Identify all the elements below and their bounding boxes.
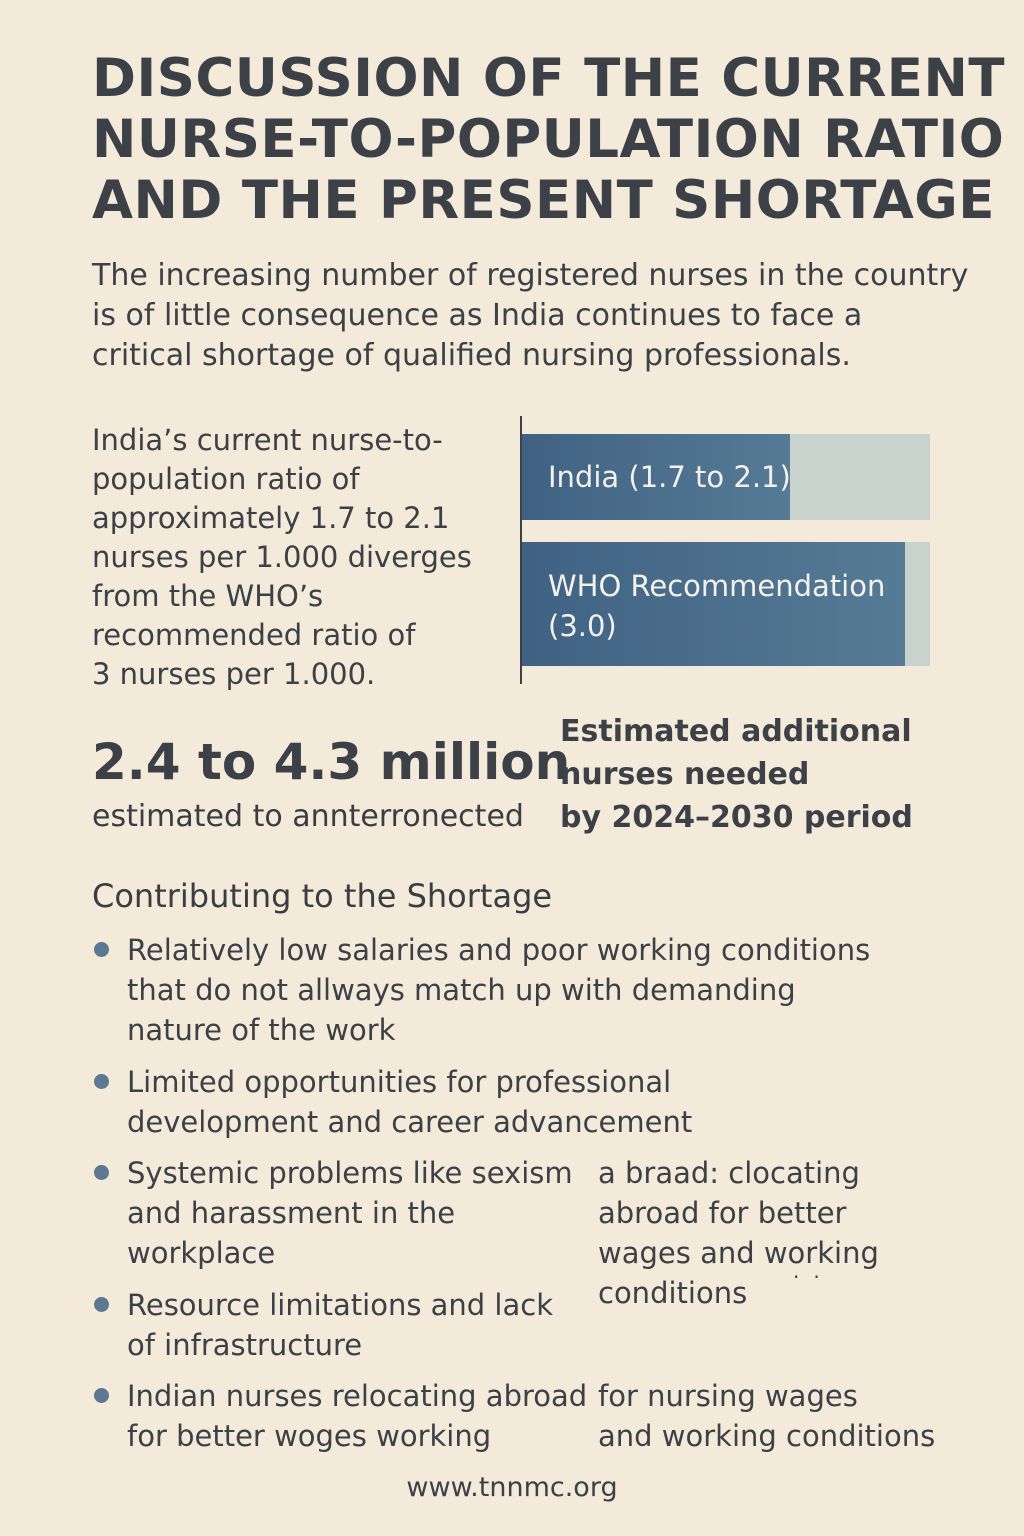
bullet-line: Limited opportunities for professional [127, 1065, 672, 1099]
bullet-dot-icon [94, 1165, 109, 1180]
estimate-label-line: Estimated additional [560, 714, 912, 749]
estimate-label [560, 710, 913, 839]
bullet-item [127, 1153, 573, 1273]
bullet-dot-icon [94, 1388, 109, 1403]
bullet-line: and harassment in the [127, 1196, 456, 1230]
intro-line: The increasing number of registered nurses in the country [92, 258, 969, 293]
bullet-line: for better woges working [127, 1419, 492, 1453]
title-line: DISCUSSION OF THE CURRENT [92, 48, 1006, 109]
estimate-label-line: nurses needed [560, 757, 810, 792]
side-note [598, 1153, 879, 1313]
side-note-line: abroad for better [598, 1196, 847, 1230]
side-note-line: conditions [598, 1276, 748, 1310]
section-heading: Contributing to the Shortage [92, 877, 553, 915]
bullet-line: nature of the work [127, 1013, 396, 1047]
ratio-line: population ratio of [92, 462, 360, 496]
bullet-dot-icon [94, 1074, 109, 1089]
bullet-line: that do not allways match up with demanding [127, 973, 796, 1007]
title-line: AND THE PRESENT SHORTAGE [92, 170, 995, 231]
side-note-line: wages and working [598, 1236, 879, 1270]
ratio-line: recommended ratio of [92, 618, 416, 652]
side-note-line: for nursing wages [598, 1379, 858, 1413]
bullet-line: of infrastructure [127, 1328, 363, 1362]
estimate-subtext: estimated to annterronected [92, 799, 524, 834]
intro-line: critical shortage of qualified nursing professionals. [92, 338, 851, 373]
ratio-line: 3 nurses per 1.000. [92, 657, 376, 691]
ratio-line: approximately 1.7 to 2.1 [92, 501, 450, 535]
bullet-line: Systemic problems like sexism [127, 1156, 573, 1190]
intro-paragraph [92, 256, 972, 376]
side-note-line: a braad: clocating [598, 1156, 860, 1190]
bullet-line: workplace [127, 1236, 276, 1270]
bar-who [522, 542, 905, 666]
intro-line: is of little consequence as India continues to face a [92, 298, 863, 333]
bullet-item [127, 1376, 587, 1456]
bullet-line: Relatively low salaries and poor working conditions [127, 933, 871, 967]
footer-url: www.tnnmc.org [406, 1472, 618, 1503]
page-title [92, 48, 1006, 231]
bullet-dot-icon [94, 942, 109, 957]
bullet-item [127, 930, 870, 1050]
bullet-line: Resource limitations and lack [127, 1288, 553, 1322]
bullet-item [127, 1062, 692, 1142]
ratio-description [92, 421, 492, 694]
estimate-label-line: by 2024–2030 period [560, 800, 913, 835]
title-line: NURSE-TO-POPULATION RATIO [92, 109, 1005, 170]
bar-label-who: WHO Recommendation [548, 569, 886, 603]
bullet-dot-icon [94, 1297, 109, 1312]
ellipsis-dots: ·· [793, 1265, 834, 1289]
ratio-line: from the WHO’s [92, 579, 324, 613]
bar-label-india: India (1.7 to 2.1) [548, 460, 791, 494]
estimate-number: 2.4 to 4.3 million [92, 733, 571, 791]
side-note-line: and working conditions [598, 1419, 936, 1453]
bar-india [522, 434, 790, 520]
bullet-line: development and career advancement [127, 1105, 693, 1139]
ratio-line: India’s current nurse-to- [92, 423, 443, 457]
side-note [598, 1376, 935, 1456]
ratio-line: nurses per 1.000 diverges [92, 540, 472, 574]
bullet-line: Indian nurses relocating abroad [127, 1379, 588, 1413]
bullet-item [127, 1285, 553, 1365]
bar-label-who-value: (3.0) [548, 609, 617, 643]
